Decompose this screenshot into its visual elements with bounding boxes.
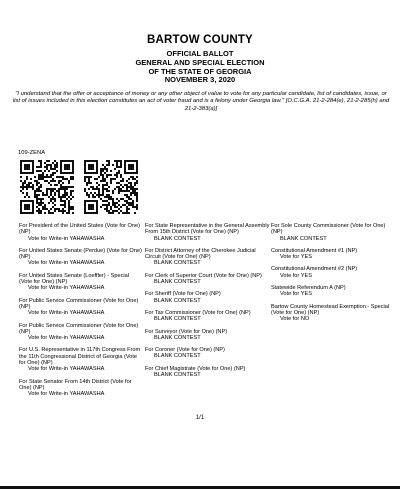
contest-item [145,248,270,267]
election-title [0,59,400,85]
contest-office: For United States Senate (Loeffler) - Special (Vote for One) (NP) [19,272,129,286]
contest-vote: BLANK CONTEST [280,235,327,242]
contest-vote: Vote for Write-in YAHAWASHA [28,366,105,373]
contest-item [145,291,270,304]
contest-office: For Coroner (Vote for One) (NP) [145,347,225,354]
contest-office: For State Senator From 14th District (Vote for One) (NP) [19,378,132,391]
contest-office: Bartow County Homestead Exemption - Special (Vote for One) (NP) [271,303,390,316]
contest-column-1 [19,223,143,404]
qr-code-left [20,160,74,214]
contest-vote: BLANK CONTEST [154,297,201,304]
contest-vote: BLANK CONTEST [154,260,201,267]
contest-office: Constitutional Amendment #2 (NP) [271,266,358,273]
contest-column-2 [145,223,270,384]
election-date: NOVEMBER 3, 2020 [164,75,236,85]
contest-item [145,223,270,242]
qr-code-right [84,160,138,214]
contest-item [271,248,391,261]
contest-office: For Public Service Commissioner (Vote for One) (NP) [19,322,139,335]
contest-office: For District Attorney of the Cherokee Judicial Circuit (Vote for One) (NP) [145,247,256,261]
contest-item [19,379,143,398]
contest-office: For President of the United States (Vote for One) (NP) [19,223,140,236]
contest-vote: Vote for Write-in YAHAWASHA [28,260,105,267]
contest-office: For Tax Commissioner (Vote for One) (NP) [145,309,251,316]
contest-vote: BLANK CONTEST [154,279,201,286]
contest-office: For Chief Magistrate (Vote for One) (NP) [145,365,246,372]
contest-item [19,248,143,267]
contest-vote: Vote for Write-in YAHAWASHA [28,285,105,292]
contest-vote: Vote for Write-in YAHAWASHA [28,310,105,317]
page-number: 1/1 [195,415,205,421]
contest-office: For Public Service Commissioner (Vote for One) (NP) [19,297,139,310]
contest-office: For Clerk of Superior Court (Vote for One) (NP) [145,272,262,279]
contest-vote: Vote for YES [280,291,312,298]
contest-office: For U.S. Representative in 117th Congress From the 11th Congressional District of Georgia (Vote for One) (NP) [19,347,141,367]
contest-item [145,310,270,323]
contest-office: For State Representative in the General Assembly From 15th District (Vote for One) (NP) [145,223,270,236]
ballot-id: 109-ZENA [18,150,46,156]
contest-vote: BLANK CONTEST [154,316,201,323]
ballot-type: OFFICIAL BALLOT [166,49,234,58]
county-title: BARTOW COUNTY [147,34,253,46]
election-line-1: GENERAL AND SPECIAL ELECTION [135,58,265,67]
contest-office: For Surveyor (Vote for One) (NP) [145,328,228,335]
contest-office: For United States Senate (Perdue) (Vote for One) (NP) [19,247,142,261]
contest-office: Constitutional Amendment #1 (NP) [271,247,358,254]
contest-item [19,323,143,342]
contest-vote: Vote for Write-in YAHAWASHA [28,391,105,398]
contest-vote: BLANK CONTEST [154,235,201,242]
contest-item [145,273,270,286]
contest-vote: BLANK CONTEST [154,334,201,341]
contest-item [271,223,391,242]
contest-item [19,223,143,242]
contest-office: Statewide Referendum A (NP) [271,285,346,292]
contest-item [19,273,143,292]
contest-column-3 [271,223,391,329]
contest-vote: Vote for NO [280,316,310,323]
contest-vote: Vote for YES [280,272,312,279]
contest-vote: BLANK CONTEST [154,353,201,360]
voter-fraud-statement: "I understand that the offer or acceptance of money or any other object of value to vote for any particular candidate, list of candidates, issue, or list of issues included in this election constitutes an act of voter fraud and is a felony under Georgia law." [O.C.G.A. 21-2-284(e), 21-2-285(h) and 21-2-383(a)] [12,91,390,112]
contest-item [145,329,270,342]
contest-item [271,285,391,298]
contest-item [145,366,270,379]
contest-vote: Vote for Write-in YAHAWASHA [28,335,105,342]
contest-vote: BLANK CONTEST [154,372,201,379]
contest-item [19,298,143,317]
election-line-2: OF THE STATE OF GEORGIA [148,66,252,76]
contest-item [271,304,391,323]
contest-office: For Sheriff (Vote for One) (NP) [145,291,221,298]
contest-item [271,266,391,279]
contest-item [19,347,143,372]
contest-vote: Vote for Write-in YAHAWASHA [28,235,105,242]
contest-office: For Sole County Commissioner (Vote for One) (NP) [271,223,386,236]
contest-item [145,347,270,360]
contest-vote: Vote for YES [280,254,312,261]
